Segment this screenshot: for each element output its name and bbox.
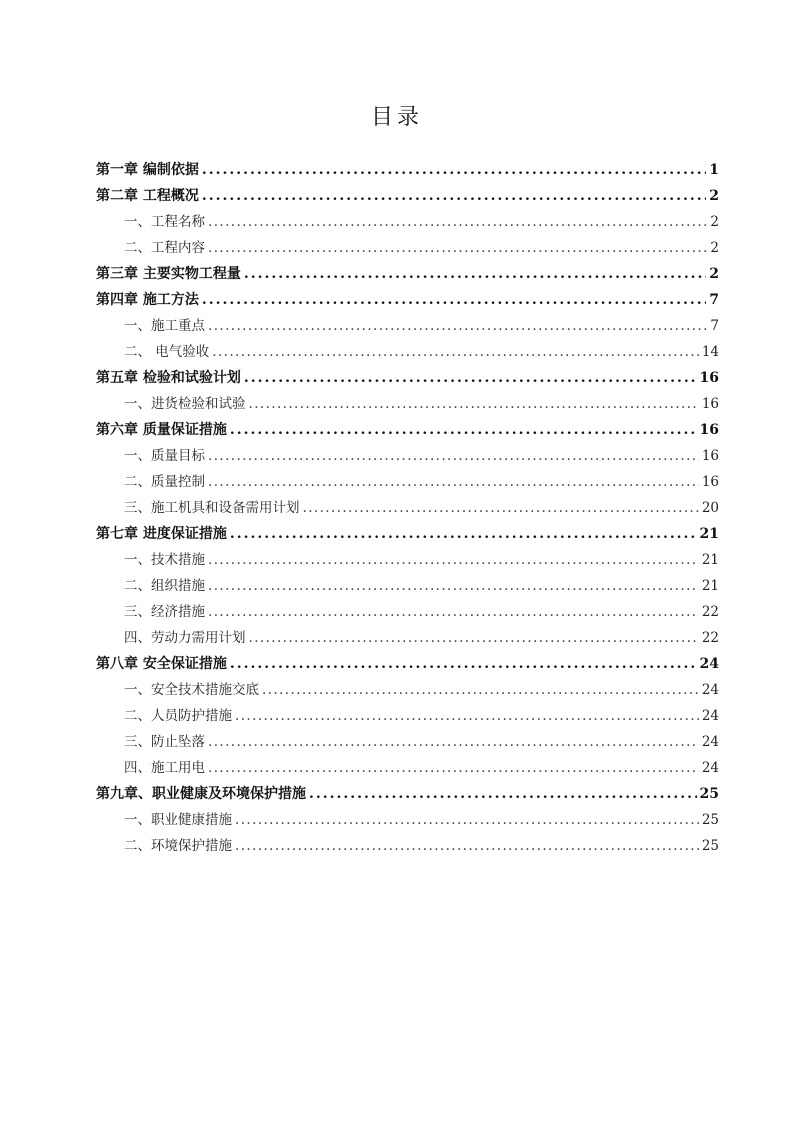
toc-entry-label: 第二章 工程概况 — [96, 188, 199, 204]
toc-entry[interactable] — [96, 781, 719, 807]
toc-entry-label: 二、 电气验收 — [124, 344, 210, 360]
toc-entry-label: 二、质量控制 — [124, 474, 205, 490]
toc-entry[interactable] — [96, 157, 719, 183]
toc-entry-page: 22 — [701, 604, 719, 620]
toc-entry-page: 25 — [701, 838, 719, 854]
toc-entry-page: 2 — [709, 188, 719, 204]
dot-leader — [303, 495, 699, 521]
dot-leader — [212, 339, 699, 365]
toc-entry-page: 16 — [701, 396, 719, 412]
toc-entry-page: 24 — [701, 708, 719, 724]
toc-entry-label: 第一章 编制依据 — [96, 162, 199, 178]
toc-subentry[interactable] — [96, 703, 719, 729]
toc-entry-label: 第八章 安全保证措施 — [96, 656, 227, 672]
toc-entry-page: 24 — [699, 656, 719, 672]
toc-entry[interactable] — [96, 417, 719, 443]
toc-subentry[interactable] — [96, 469, 719, 495]
toc-subentry[interactable] — [96, 391, 719, 417]
toc-entry-label: 一、进货检验和试验 — [124, 396, 246, 412]
dot-leader — [202, 287, 706, 313]
dot-leader — [309, 781, 697, 807]
toc-entry[interactable] — [96, 261, 719, 287]
toc-entry[interactable] — [96, 651, 719, 677]
toc-entry-page: 7 — [709, 292, 719, 308]
toc-entry-label: 第七章 进度保证措施 — [96, 526, 227, 542]
toc-entry-label: 一、质量目标 — [124, 448, 205, 464]
toc-entry-label: 一、工程名称 — [124, 214, 205, 230]
toc-entry-page: 16 — [701, 474, 719, 490]
toc-subentry[interactable] — [96, 833, 719, 859]
toc-entry-label: 第四章 施工方法 — [96, 292, 199, 308]
toc-subentry[interactable] — [96, 573, 719, 599]
toc-entry-label: 三、施工机具和设备需用计划 — [124, 500, 300, 516]
toc-entry-label: 二、人员防护措施 — [124, 708, 232, 724]
toc-entry-label: 二、组织措施 — [124, 578, 205, 594]
toc-entry-page: 7 — [710, 318, 719, 334]
toc-entry-page: 21 — [701, 552, 719, 568]
toc-subentry[interactable] — [96, 235, 719, 261]
toc-subentry[interactable] — [96, 313, 719, 339]
dot-leader — [208, 235, 707, 261]
toc-entry[interactable] — [96, 287, 719, 313]
toc-entry-page: 24 — [701, 682, 719, 698]
table-of-contents — [96, 157, 719, 859]
toc-entry-label: 一、职业健康措施 — [124, 812, 232, 828]
toc-entry-label: 二、工程内容 — [124, 240, 205, 256]
toc-entry-page: 16 — [699, 422, 719, 438]
dot-leader — [208, 443, 699, 469]
page-title: 目录 — [370, 105, 423, 130]
toc-entry-label: 第五章 检验和试验计划 — [96, 370, 241, 386]
dot-leader — [262, 677, 699, 703]
toc-entry-page: 16 — [701, 448, 719, 464]
toc-entry-label: 四、劳动力需用计划 — [124, 630, 246, 646]
toc-entry-label: 二、环境保护措施 — [124, 838, 232, 854]
toc-subentry[interactable] — [96, 755, 719, 781]
toc-entry-page: 14 — [701, 344, 719, 360]
toc-subentry[interactable] — [96, 729, 719, 755]
dot-leader — [202, 183, 706, 209]
toc-entry-label: 一、技术措施 — [124, 552, 205, 568]
toc-subentry[interactable] — [96, 547, 719, 573]
toc-entry-label: 一、施工重点 — [124, 318, 205, 334]
dot-leader — [208, 573, 699, 599]
toc-entry-page: 24 — [701, 760, 719, 776]
toc-entry-page: 20 — [701, 500, 719, 516]
toc-entry-label: 第三章 主要实物工程量 — [96, 266, 241, 282]
dot-leader — [230, 651, 697, 677]
toc-entry[interactable] — [96, 365, 719, 391]
toc-entry-page: 2 — [709, 266, 719, 282]
dot-leader — [249, 625, 699, 651]
toc-entry-label: 一、安全技术措施交底 — [124, 682, 259, 698]
toc-entry-label: 三、经济措施 — [124, 604, 205, 620]
dot-leader — [202, 157, 706, 183]
toc-entry-label: 三、防止坠落 — [124, 734, 205, 750]
toc-subentry[interactable] — [96, 807, 719, 833]
dot-leader — [208, 547, 699, 573]
dot-leader — [235, 833, 699, 859]
dot-leader — [208, 313, 707, 339]
toc-subentry[interactable] — [96, 209, 719, 235]
toc-entry-page: 25 — [701, 812, 719, 828]
toc-entry-page: 22 — [701, 630, 719, 646]
dot-leader — [244, 365, 697, 391]
dot-leader — [235, 807, 699, 833]
dot-leader — [208, 209, 707, 235]
toc-subentry[interactable] — [96, 495, 719, 521]
toc-entry-page: 25 — [699, 786, 719, 802]
toc-entry-page: 24 — [701, 734, 719, 750]
toc-entry-label: 四、施工用电 — [124, 760, 205, 776]
toc-entry-page: 21 — [701, 578, 719, 594]
toc-subentry[interactable] — [96, 443, 719, 469]
dot-leader — [208, 469, 699, 495]
toc-subentry[interactable] — [96, 677, 719, 703]
toc-entry-page: 1 — [709, 162, 719, 178]
toc-entry[interactable] — [96, 521, 719, 547]
dot-leader — [230, 521, 697, 547]
dot-leader — [244, 261, 706, 287]
toc-entry-page: 21 — [699, 526, 719, 542]
dot-leader — [208, 729, 699, 755]
dot-leader — [208, 755, 699, 781]
toc-subentry[interactable] — [96, 339, 719, 365]
dot-leader — [249, 391, 699, 417]
toc-subentry[interactable] — [96, 599, 719, 625]
toc-entry[interactable] — [96, 183, 719, 209]
toc-entry-label: 第九章、职业健康及环境保护措施 — [96, 786, 306, 802]
dot-leader — [235, 703, 699, 729]
toc-entry-label: 第六章 质量保证措施 — [96, 422, 227, 438]
dot-leader — [208, 599, 699, 625]
toc-entry-page: 2 — [710, 214, 719, 230]
dot-leader — [230, 417, 697, 443]
toc-entry-page: 16 — [699, 370, 719, 386]
toc-subentry[interactable] — [96, 625, 719, 651]
toc-entry-page: 2 — [710, 240, 719, 256]
